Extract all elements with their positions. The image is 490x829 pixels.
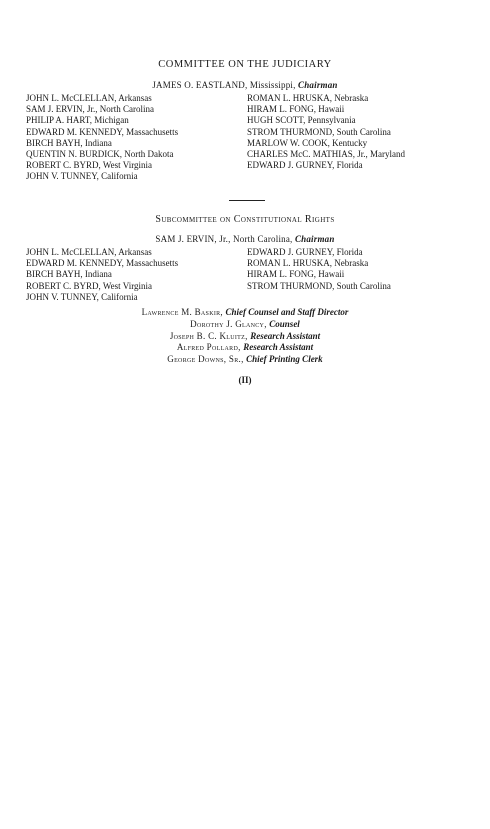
member-name: SAM J. ERVIN, Jr., North Carolina: [26, 104, 155, 115]
member-name: BIRCH BAYH, Indiana: [26, 269, 112, 280]
staff-line: [0, 307, 490, 317]
staff-name: Lawrence M. Baskir,: [141, 307, 226, 317]
member-name: QUENTIN N. BURDICK, North Dakota: [26, 149, 174, 160]
member-name: ROBERT C. BYRD, West Virginia: [26, 160, 153, 171]
subcommittee-title: Subcommittee on Constitutional Rights: [155, 214, 335, 225]
staff-line: [0, 342, 490, 352]
member-name: EDWARD M. KENNEDY, Massachusetts: [26, 126, 179, 137]
member-name: JOHN V. TUNNEY, California: [26, 171, 138, 182]
staff-name: Alfred Pollard,: [176, 342, 244, 352]
member-name: MARLOW W. COOK, Kentucky: [247, 137, 368, 148]
member-name: HIRAM L. FONG, Hawaii: [247, 104, 345, 115]
staff-title: Research Assistant: [243, 342, 314, 352]
subcommittee-chairman-name: SAM J. ERVIN, Jr., North Carolina,: [155, 234, 295, 244]
staff-name: Dorothy J. Glancy,: [190, 319, 270, 329]
staff-title: Counsel: [269, 319, 300, 329]
member-name: JOHN L. McCLELLAN, Arkansas: [26, 247, 152, 257]
member-name: BIRCH BAYH, Indiana: [26, 137, 112, 148]
section-divider: [229, 200, 265, 201]
member-name: JOHN V. TUNNEY, California: [26, 291, 138, 302]
member-name: ROMAN L. HRUSKA, Nebraska: [247, 258, 369, 269]
committee-minority-members: [247, 93, 405, 171]
member-name: ROBERT C. BYRD, West Virginia: [26, 280, 153, 291]
subcommittee-minority-members: [247, 247, 391, 292]
page-number: (II): [238, 375, 252, 385]
member-name: EDWARD J. GURNEY, Florida: [247, 160, 363, 171]
committee-chairman-name: JAMES O. EASTLAND, Mississippi,: [152, 80, 299, 90]
member-name: HUGH SCOTT, Pennsylvania: [247, 115, 356, 126]
staff-line: [0, 319, 490, 329]
member-name: HIRAM L. FONG, Hawaii: [247, 269, 345, 280]
subcommittee-chairman-role: Chairman: [294, 234, 335, 244]
member-name: JOHN L. McCLELLAN, Arkansas: [26, 93, 152, 103]
committee-title: COMMITTEE ON THE JUDICIARY: [158, 59, 332, 70]
staff-line: [0, 331, 490, 341]
subcommittee-majority-members: [26, 247, 178, 303]
member-name: EDWARD M. KENNEDY, Massachusetts: [26, 258, 179, 269]
member-name: CHARLES McC. MATHIAS, Jr., Maryland: [247, 149, 406, 160]
staff-name: Joseph B. C. Kluitz,: [169, 331, 251, 341]
member-name: PHILIP A. HART, Michigan: [26, 115, 129, 126]
committee-chairman: [0, 80, 490, 90]
member-name: EDWARD J. GURNEY, Florida: [247, 247, 363, 257]
member-name: ROMAN L. HRUSKA, Nebraska: [247, 93, 369, 103]
staff-line: [0, 354, 490, 364]
member-name: STROM THURMOND, South Carolina: [247, 126, 391, 137]
member-name: STROM THURMOND, South Carolina: [247, 280, 391, 291]
staff-title: Chief Counsel and Staff Director: [225, 307, 349, 317]
staff-name: George Downs, Sr.,: [167, 354, 247, 364]
subcommittee-chairman: [0, 234, 490, 244]
staff-title: Research Assistant: [250, 331, 321, 341]
committee-majority-members: [26, 93, 178, 183]
committee-chairman-role: Chairman: [298, 80, 338, 90]
staff-title: Chief Printing Clerk: [246, 354, 323, 364]
